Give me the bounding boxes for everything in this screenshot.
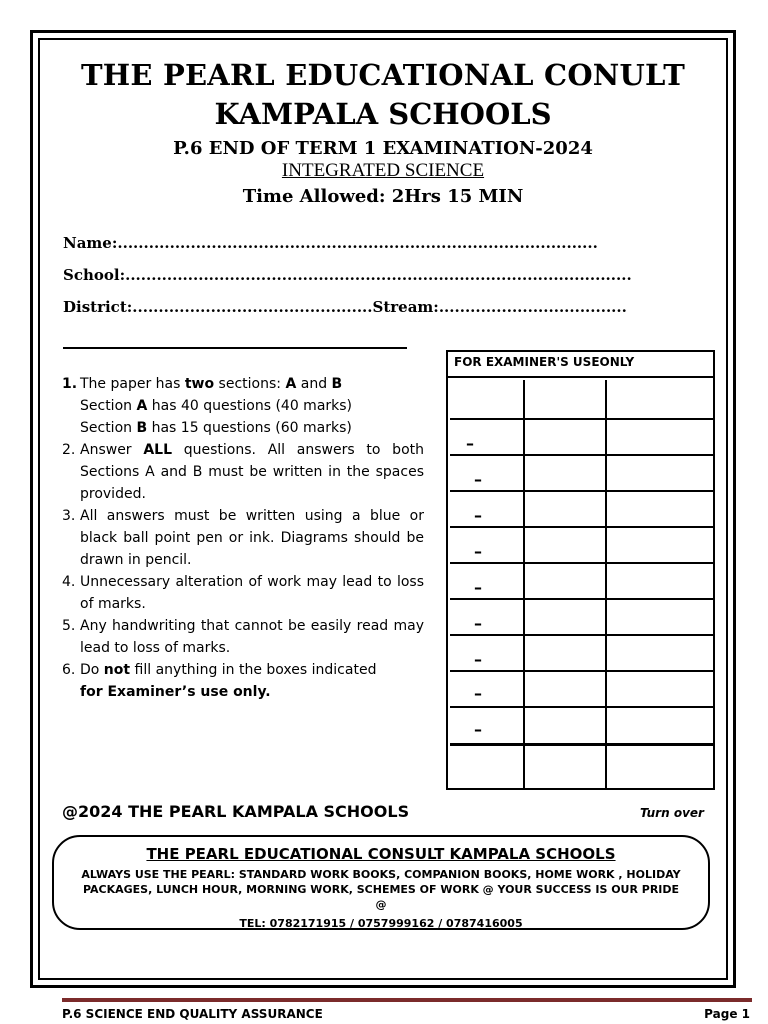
footer-rule <box>62 998 752 1002</box>
instruction-text: questions. All answers to both Sections A and B must be written in the spaces provided. <box>80 442 424 502</box>
instruction-text: Unnecessary alteration of work may lead to loss of marks. <box>80 574 424 612</box>
school-name-line2: KAMPALA SCHOOLS <box>214 97 552 131</box>
time-allowed: Time Allowed: 2Hrs 15 MIN <box>242 186 524 207</box>
table-row <box>450 420 713 456</box>
instruction-text: Any handwriting that cannot be easily read may lead to loss of marks. <box>80 618 424 656</box>
dash-mark: – <box>474 578 482 597</box>
subject-title <box>38 160 728 182</box>
dash-mark: – <box>474 614 482 633</box>
district-field[interactable]: District:.............................................. <box>63 298 373 316</box>
school-field[interactable]: School:................................................................................................. <box>63 266 632 284</box>
section-b-note <box>62 417 424 439</box>
dash-mark: – <box>474 542 482 561</box>
instruction-6 <box>62 659 424 681</box>
name-field[interactable]: Name:............................................................................................ <box>63 234 598 252</box>
emphasis: B <box>136 420 148 436</box>
column-divider <box>523 380 525 788</box>
examiner-table <box>446 350 715 790</box>
instruction-text: fill anything in the boxes indicated <box>130 662 377 678</box>
instructions-list <box>62 373 424 703</box>
table-row <box>450 672 713 708</box>
table-row <box>450 564 713 600</box>
stream-field[interactable]: Stream:.................................... <box>372 298 627 316</box>
banner-text: ALWAYS USE THE PEARL: STANDARD WORK BOOKS, COMPANION BOOKS, HOME WORK , HOLIDAY PACKAGES, LUNCH HOUR, MORNING WORK, SCHEMES OF WORK @ YOUR SUCCESS IS OUR PRIDE @ <box>81 868 681 911</box>
instruction-2 <box>62 439 424 505</box>
instruction-text: Do <box>80 662 104 678</box>
instruction-text: has 40 questions (40 marks) <box>147 398 353 414</box>
table-row <box>450 528 713 564</box>
dash-mark: – <box>466 434 474 453</box>
emphasis: two <box>184 376 215 392</box>
dash-mark: – <box>474 650 482 669</box>
copyright-text: @2024 THE PEARL KAMPALA SCHOOLS <box>62 802 410 821</box>
instruction-text: Section <box>80 398 137 414</box>
exam-title: P.6 END OF TERM 1 EXAMINATION-2024 <box>173 138 593 159</box>
emphasis: A <box>285 376 297 392</box>
table-row <box>450 378 713 420</box>
instruction-text: and <box>296 376 332 392</box>
instruction-4 <box>62 571 424 615</box>
page-number: Page 1 <box>704 1007 750 1021</box>
instruction-text: The paper has <box>80 376 185 392</box>
table-row <box>450 636 713 672</box>
divider-line <box>63 347 407 349</box>
dash-mark: – <box>474 470 482 489</box>
instruction-5 <box>62 615 424 659</box>
instruction-text: All answers must be written using a blue or black ball point pen or ink. Diagrams should be drawn in pencil. <box>80 508 424 568</box>
emphasis: B <box>331 376 343 392</box>
table-row <box>450 492 713 528</box>
instruction-3 <box>62 505 424 571</box>
table-row <box>450 456 713 492</box>
instruction-number: 3. <box>62 508 76 524</box>
emphasis: A <box>136 398 148 414</box>
instruction-number: 4. <box>62 574 76 590</box>
instruction-number: 6. <box>62 662 76 678</box>
emphasis: ALL <box>143 442 172 458</box>
instruction-number: 1. <box>62 376 78 392</box>
section-a-note <box>62 395 424 417</box>
banner-title: THE PEARL EDUCATIONAL CONSULT KAMPALA SCHOOLS <box>146 845 616 863</box>
subject-text: INTEGRATED SCIENCE <box>281 160 485 181</box>
column-divider <box>605 380 607 788</box>
school-name-line1: THE PEARL EDUCATIONAL CONULT <box>81 58 685 92</box>
advert-banner <box>52 835 710 930</box>
dash-mark: – <box>474 684 482 703</box>
table-row <box>450 708 713 746</box>
instruction-number: 5. <box>62 618 76 634</box>
dash-mark: – <box>474 506 482 525</box>
instruction-text: sections: <box>214 376 286 392</box>
examiner-note: for Examiner’s use only. <box>80 684 271 700</box>
turn-over-text: Turn over <box>640 806 704 820</box>
instruction-text: has 15 questions (60 marks) <box>147 420 352 436</box>
instruction-text: Answer <box>80 442 144 458</box>
instruction-text: Section <box>80 420 137 436</box>
examiner-table-header: FOR EXAMINER'S USEONLY <box>448 352 713 378</box>
emphasis: not <box>103 662 131 678</box>
table-row <box>450 600 713 636</box>
banner-telephone: TEL: 0782171915 / 0757999162 / 0787416005 <box>239 917 523 930</box>
instruction-number: 2. <box>62 442 76 458</box>
footer-title: P.6 SCIENCE END QUALITY ASSURANCE <box>62 1007 323 1021</box>
instruction-1 <box>62 373 424 395</box>
dash-mark: – <box>474 720 482 739</box>
district-stream-row <box>63 298 627 316</box>
